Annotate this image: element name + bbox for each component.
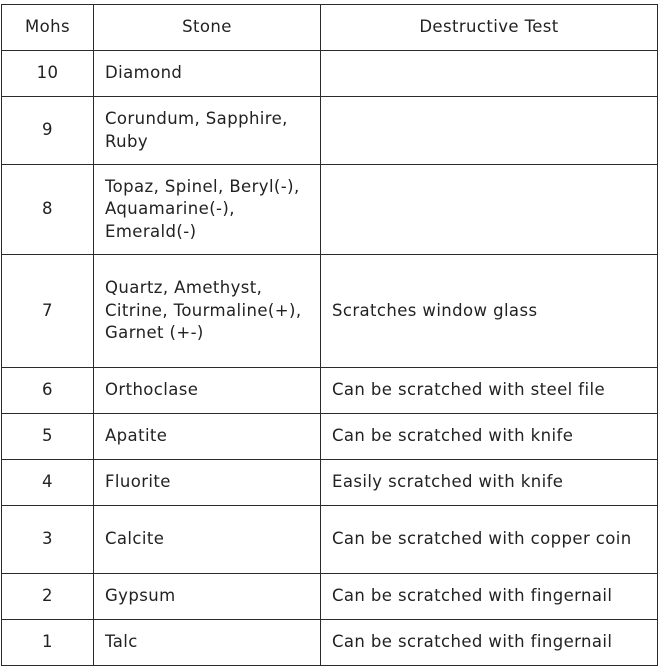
- stone-names: Topaz, Spinel, Beryl(-), Aquamarine(-), Emerald(-): [94, 165, 321, 255]
- destructive-test: [321, 97, 658, 165]
- stone-names: Orthoclase: [94, 368, 321, 414]
- table-row: [2, 620, 658, 666]
- destructive-test: Scratches window glass: [321, 255, 658, 368]
- table-row: [2, 460, 658, 506]
- table-row: [2, 368, 658, 414]
- table-row: [2, 255, 658, 368]
- mohs-value: 6: [2, 368, 94, 414]
- table-row: [2, 51, 658, 97]
- mohs-value: 4: [2, 460, 94, 506]
- stone-names: Diamond: [94, 51, 321, 97]
- table-row: [2, 506, 658, 574]
- stone-names: Quartz, Amethyst, Citrine, Tourmaline(+), Garnet (+-): [94, 255, 321, 368]
- mohs-value: 2: [2, 574, 94, 620]
- mohs-value: 10: [2, 51, 94, 97]
- mohs-value: 5: [2, 414, 94, 460]
- destructive-test: Easily scratched with knife: [321, 460, 658, 506]
- destructive-test: Can be scratched with knife: [321, 414, 658, 460]
- mohs-hardness-table: [1, 4, 658, 666]
- mohs-value: 8: [2, 165, 94, 255]
- stone-names: Fluorite: [94, 460, 321, 506]
- destructive-test: [321, 165, 658, 255]
- destructive-test: [321, 51, 658, 97]
- stone-names: Corundum, Sapphire, Ruby: [94, 97, 321, 165]
- mohs-value: 3: [2, 506, 94, 574]
- mohs-value: 1: [2, 620, 94, 666]
- header-mohs: Mohs: [2, 5, 94, 51]
- mohs-value: 9: [2, 97, 94, 165]
- destructive-test: Can be scratched with fingernail: [321, 574, 658, 620]
- destructive-test: Can be scratched with steel file: [321, 368, 658, 414]
- destructive-test: Can be scratched with copper coin: [321, 506, 658, 574]
- header-destructive-test: Destructive Test: [321, 5, 658, 51]
- header-stone: Stone: [94, 5, 321, 51]
- table-row: [2, 574, 658, 620]
- table-row: [2, 165, 658, 255]
- table-header-row: [2, 5, 658, 51]
- stone-names: Apatite: [94, 414, 321, 460]
- mohs-value: 7: [2, 255, 94, 368]
- destructive-test: Can be scratched with fingernail: [321, 620, 658, 666]
- stone-names: Gypsum: [94, 574, 321, 620]
- stone-names: Calcite: [94, 506, 321, 574]
- stone-names: Talc: [94, 620, 321, 666]
- table-row: [2, 97, 658, 165]
- table-row: [2, 414, 658, 460]
